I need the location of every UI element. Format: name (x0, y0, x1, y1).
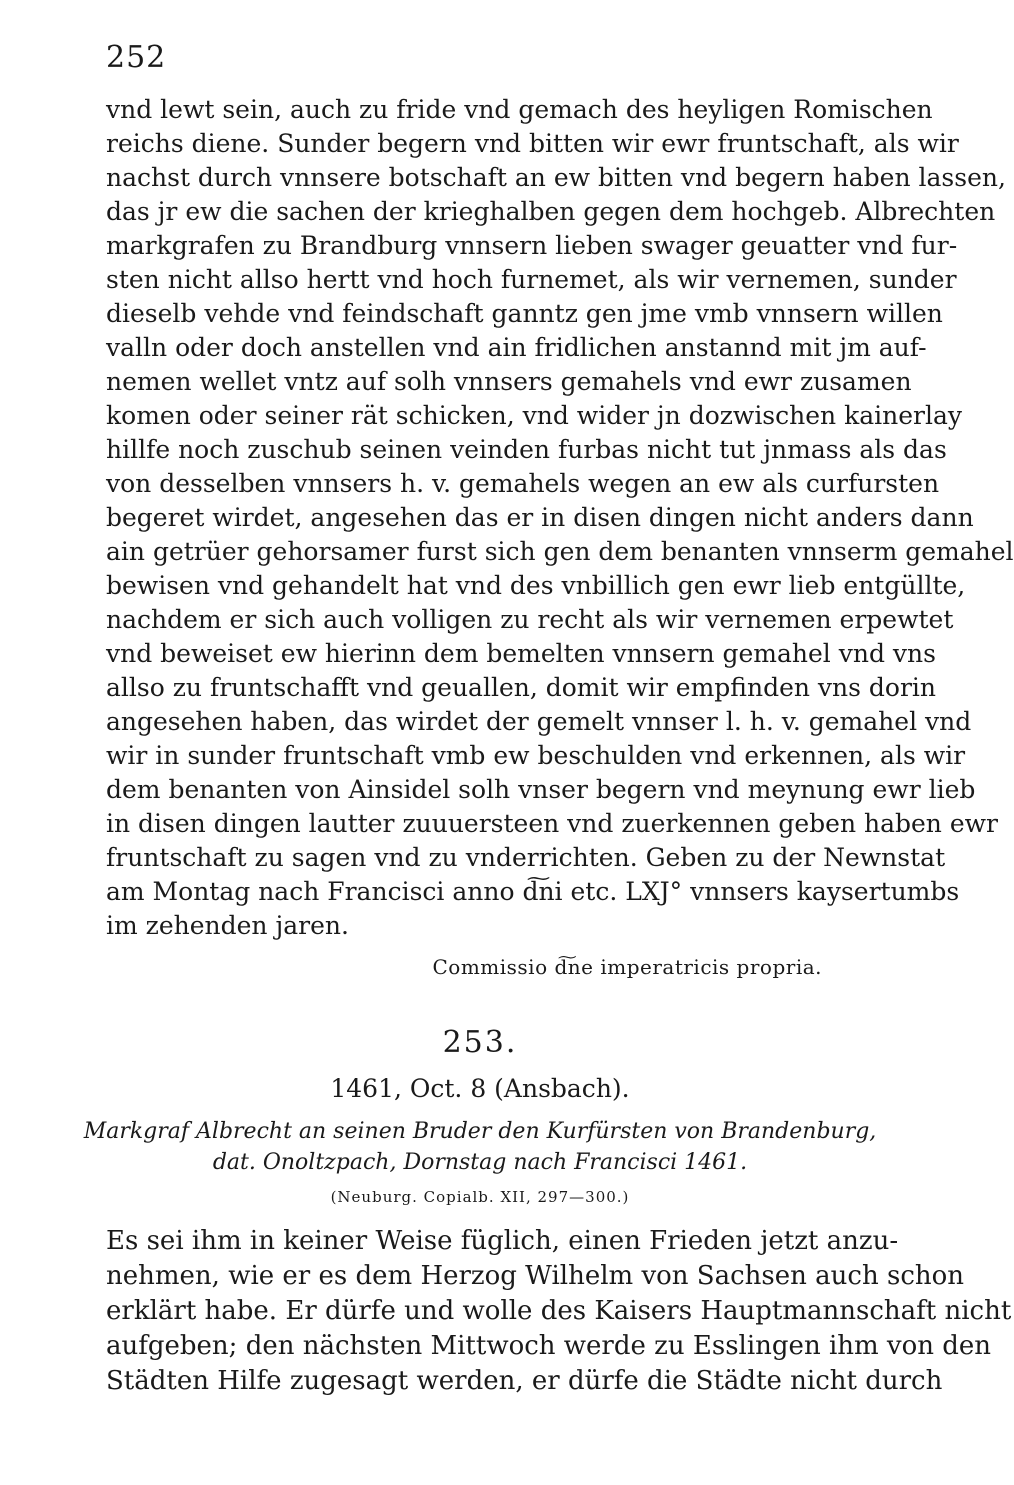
document-date: 1461, Oct. 8 (Ansbach). (330, 1074, 630, 1103)
document-source: (Neuburg. Copialb. XII, 297—300.) (330, 1188, 630, 1206)
text-line: valln oder doch anstellen vnd ain fridlichen anstannd mit jm auf- (106, 333, 927, 362)
text-line: von desselben vnnsers h. v. gemahels wegen an ew als curfursten (106, 469, 940, 498)
text-line: hillfe noch zuschub seinen veinden furbas nicht tut jnmass als das (106, 435, 947, 464)
text-line: begeret wirdet, angesehen das er in disen dingen nicht anders dann (106, 503, 974, 532)
text-line: markgrafen zu Brandburg vnnsern lieben swager geuatter vnd fur- (106, 231, 958, 260)
text-line: komen oder seiner rät schicken, vnd wider jn dozwischen kainerlay (106, 401, 963, 430)
text-line: dieselb vehde vnd feindschaft ganntz gen jme vmb vnnsern willen (106, 299, 943, 328)
text-line: vnd beweiset ew hierinn dem bemelten vnnsern gemahel vnd vns (106, 639, 936, 668)
text-line: nachst durch vnnsere botschaft an ew bitten vnd begern haben lassen, (106, 163, 1006, 192)
text-line: am Montag nach Francisci anno d͠ni etc. LXJ° vnnsers kaysertumbs (106, 877, 960, 906)
text-line: nehmen, wie er es dem Herzog Wilhelm von Sachsen auch schon (106, 1261, 965, 1291)
text-line: dem benanten von Ainsidel solh vnser begern vnd meynung ewr lieb (106, 775, 976, 804)
text-line: erklärt habe. Er dürfe und wolle des Kaisers Hauptmannschaft nicht (106, 1296, 1012, 1326)
text-line: ain getrüer gehorsamer furst sich gen dem benanten vnnserm gemahel (106, 537, 1014, 566)
text-line: aufgeben; den nächsten Mittwoch werde zu Esslingen ihm von den (106, 1331, 992, 1361)
text-line: sten nicht allso hertt vnd hoch furnemet, als wir vernemen, sunder (106, 265, 957, 294)
document-regest: Markgraf Albrecht an seinen Bruder den Kurfürsten von Brandenburg, (83, 1119, 877, 1144)
text-line: in disen dingen lautter zuuuersteen vnd zuerkennen geben haben ewr (106, 809, 999, 838)
letter-signature: Commissio d͠ne imperatricis propria. (432, 955, 822, 979)
text-line: angesehen haben, das wirdet der gemelt vnnser l. h. v. gemahel vnd (106, 707, 972, 736)
text-line: vnd lewt sein, auch zu fride vnd gemach des heyligen Romischen (106, 95, 933, 124)
text-line: wir in sunder fruntschaft vmb ew beschulden vnd erkennen, als wir (106, 741, 966, 770)
page-number: 252 (106, 40, 167, 75)
text-line: allso zu fruntschafft vnd geuallen, domit wir empfinden vns dorin (106, 673, 937, 702)
letter-body (106, 93, 1014, 943)
text-line: fruntschaft zu sagen vnd zu vnderrichten. Geben zu der Newnstat (106, 843, 946, 872)
text-line: nemen wellet vntz auf solh vnnsers gemahels vnd ewr zusamen (106, 367, 912, 396)
summary-body (106, 1224, 1012, 1399)
text-line: bewisen vnd gehandelt hat vnd des vnbillich gen ewr lieb entgüllte, (106, 571, 966, 600)
document-regest: dat. Onoltzpach, Dornstag nach Francisci 1461. (212, 1150, 748, 1175)
text-line: im zehenden jaren. (106, 911, 349, 940)
text-line: reichs diene. Sunder begern vnd bitten wir ewr fruntschaft, als wir (106, 129, 959, 158)
text-line: nachdem er sich auch volligen zu recht als wir vernemen erpewtet (106, 605, 954, 634)
text-line: Es sei ihm in keiner Weise füglich, einen Frieden jetzt anzu- (106, 1226, 899, 1256)
text-line: das jr ew die sachen der krieghalben gegen dem hochgeb. Albrechten (106, 197, 996, 226)
text-line: Städten Hilfe zugesagt werden, er dürfe die Städte nicht durch (106, 1366, 943, 1396)
document-number: 253. (442, 1025, 518, 1060)
